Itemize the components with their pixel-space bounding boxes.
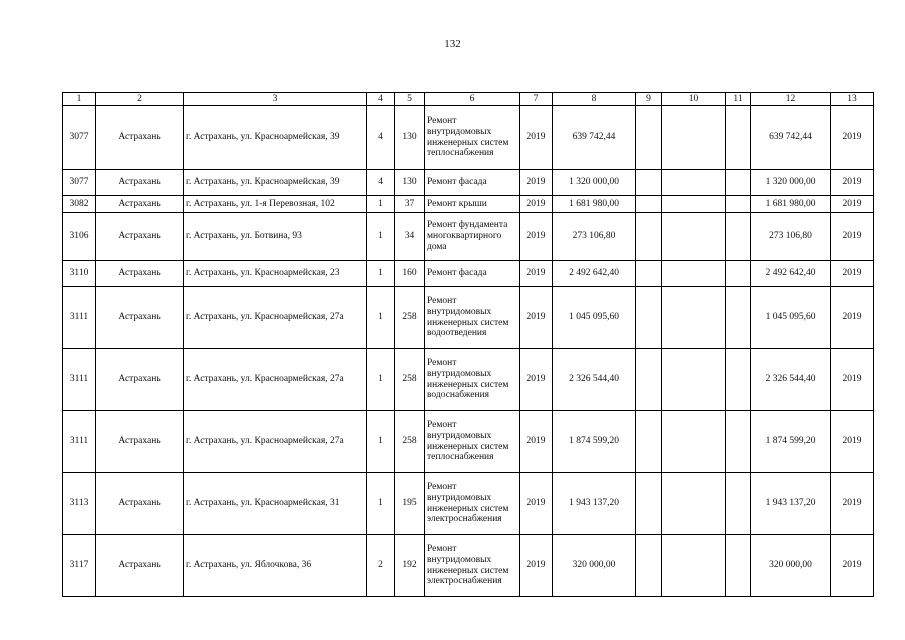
col10-cell xyxy=(662,106,726,170)
cost-cell: 1 045 095,60 xyxy=(553,287,636,349)
cost-cell: 639 742,44 xyxy=(553,106,636,170)
col4-cell: 1 xyxy=(367,287,395,349)
col5-cell: 34 xyxy=(395,213,425,261)
col9-cell xyxy=(636,349,662,411)
city-cell: Астрахань xyxy=(96,287,184,349)
year-cell: 2019 xyxy=(520,349,553,411)
work-type-cell: Ремонт внутридомовых инженерных систем водоотведения xyxy=(425,287,520,349)
col5-cell: 37 xyxy=(395,196,425,213)
cost-cell: 2 326 544,40 xyxy=(553,349,636,411)
address-cell: г. Астрахань, ул. Красноармейская, 27а xyxy=(184,349,367,411)
row-id-cell: 3082 xyxy=(63,196,96,213)
total-cell: 639 742,44 xyxy=(751,106,831,170)
col4-cell: 1 xyxy=(367,473,395,535)
col9-cell xyxy=(636,535,662,597)
table-row xyxy=(63,287,874,349)
year-cell: 2019 xyxy=(520,261,553,287)
page-number: 132 xyxy=(444,38,461,50)
header-row xyxy=(63,93,874,106)
col9-cell xyxy=(636,287,662,349)
year2-cell: 2019 xyxy=(831,213,874,261)
year-cell: 2019 xyxy=(520,106,553,170)
col4-cell: 4 xyxy=(367,170,395,196)
col-header-4: 4 xyxy=(367,93,395,106)
cost-cell: 1 874 599,20 xyxy=(553,411,636,473)
col5-cell: 192 xyxy=(395,535,425,597)
year-cell: 2019 xyxy=(520,196,553,213)
work-type-cell: Ремонт внутридомовых инженерных систем электроснабжения xyxy=(425,473,520,535)
table-row xyxy=(63,170,874,196)
city-cell: Астрахань xyxy=(96,535,184,597)
address-cell: г. Астрахань, ул. 1-я Перевозная, 102 xyxy=(184,196,367,213)
col-header-7: 7 xyxy=(520,93,553,106)
row-id-cell: 3077 xyxy=(63,106,96,170)
table-row xyxy=(63,261,874,287)
city-cell: Астрахань xyxy=(96,213,184,261)
cost-cell: 1 681 980,00 xyxy=(553,196,636,213)
address-cell: г. Астрахань, ул. Яблочкова, 36 xyxy=(184,535,367,597)
col-header-3: 3 xyxy=(184,93,367,106)
cost-cell: 2 492 642,40 xyxy=(553,261,636,287)
total-cell: 1 045 095,60 xyxy=(751,287,831,349)
city-cell: Астрахань xyxy=(96,411,184,473)
address-cell: г. Астрахань, ул. Красноармейская, 39 xyxy=(184,106,367,170)
col5-cell: 130 xyxy=(395,170,425,196)
city-cell: Астрахань xyxy=(96,196,184,213)
total-cell: 2 326 544,40 xyxy=(751,349,831,411)
col10-cell xyxy=(662,535,726,597)
col9-cell xyxy=(636,473,662,535)
total-cell: 320 000,00 xyxy=(751,535,831,597)
col11-cell xyxy=(726,213,751,261)
table-row xyxy=(63,213,874,261)
col9-cell xyxy=(636,106,662,170)
col11-cell xyxy=(726,473,751,535)
table-body xyxy=(63,106,874,597)
year2-cell: 2019 xyxy=(831,349,874,411)
year-cell: 2019 xyxy=(520,473,553,535)
col11-cell xyxy=(726,170,751,196)
address-cell: г. Астрахань, ул. Красноармейская, 39 xyxy=(184,170,367,196)
total-cell: 1 874 599,20 xyxy=(751,411,831,473)
col11-cell xyxy=(726,196,751,213)
total-cell: 2 492 642,40 xyxy=(751,261,831,287)
cost-cell: 273 106,80 xyxy=(553,213,636,261)
cost-cell: 1 943 137,20 xyxy=(553,473,636,535)
year-cell: 2019 xyxy=(520,287,553,349)
col11-cell xyxy=(726,349,751,411)
row-id-cell: 3111 xyxy=(63,287,96,349)
city-cell: Астрахань xyxy=(96,106,184,170)
table-row xyxy=(63,196,874,213)
address-cell: г. Астрахань, ул. Красноармейская, 31 xyxy=(184,473,367,535)
col-header-6: 6 xyxy=(425,93,520,106)
col-header-5: 5 xyxy=(395,93,425,106)
col9-cell xyxy=(636,411,662,473)
work-type-cell: Ремонт фасада xyxy=(425,261,520,287)
cost-cell: 320 000,00 xyxy=(553,535,636,597)
col-header-12: 12 xyxy=(751,93,831,106)
year2-cell: 2019 xyxy=(831,411,874,473)
year2-cell: 2019 xyxy=(831,106,874,170)
col-header-1: 1 xyxy=(63,93,96,106)
work-type-cell: Ремонт внутридомовых инженерных систем водоснабжения xyxy=(425,349,520,411)
cost-cell: 1 320 000,00 xyxy=(553,170,636,196)
total-cell: 1 681 980,00 xyxy=(751,196,831,213)
row-id-cell: 3077 xyxy=(63,170,96,196)
table-row xyxy=(63,106,874,170)
col4-cell: 2 xyxy=(367,535,395,597)
col4-cell: 1 xyxy=(367,261,395,287)
total-cell: 273 106,80 xyxy=(751,213,831,261)
col10-cell xyxy=(662,261,726,287)
address-cell: г. Астрахань, ул. Красноармейская, 23 xyxy=(184,261,367,287)
col10-cell xyxy=(662,287,726,349)
col9-cell xyxy=(636,261,662,287)
year-cell: 2019 xyxy=(520,170,553,196)
col5-cell: 258 xyxy=(395,411,425,473)
work-type-cell: Ремонт внутридомовых инженерных систем теплоснабжения xyxy=(425,411,520,473)
col10-cell xyxy=(662,473,726,535)
work-type-cell: Ремонт внутридомовых инженерных систем электроснабжения xyxy=(425,535,520,597)
year-cell: 2019 xyxy=(520,411,553,473)
year2-cell: 2019 xyxy=(831,287,874,349)
col11-cell xyxy=(726,411,751,473)
col5-cell: 258 xyxy=(395,287,425,349)
city-cell: Астрахань xyxy=(96,170,184,196)
total-cell: 1 320 000,00 xyxy=(751,170,831,196)
col10-cell xyxy=(662,411,726,473)
col5-cell: 258 xyxy=(395,349,425,411)
col-header-13: 13 xyxy=(831,93,874,106)
col5-cell: 195 xyxy=(395,473,425,535)
register-table xyxy=(62,92,874,597)
work-type-cell: Ремонт внутридомовых инженерных систем теплоснабжения xyxy=(425,106,520,170)
col11-cell xyxy=(726,287,751,349)
col-header-2: 2 xyxy=(96,93,184,106)
col10-cell xyxy=(662,349,726,411)
col9-cell xyxy=(636,170,662,196)
city-cell: Астрахань xyxy=(96,261,184,287)
row-id-cell: 3111 xyxy=(63,411,96,473)
col10-cell xyxy=(662,170,726,196)
col4-cell: 1 xyxy=(367,213,395,261)
address-cell: г. Астрахань, ул. Красноармейская, 27а xyxy=(184,287,367,349)
col-header-8: 8 xyxy=(553,93,636,106)
work-type-cell: Ремонт крыши xyxy=(425,196,520,213)
total-cell: 1 943 137,20 xyxy=(751,473,831,535)
table-row xyxy=(63,535,874,597)
row-id-cell: 3110 xyxy=(63,261,96,287)
address-cell: г. Астрахань, ул. Красноармейская, 27а xyxy=(184,411,367,473)
col-header-9: 9 xyxy=(636,93,662,106)
work-type-cell: Ремонт фундамента многоквартирного дома xyxy=(425,213,520,261)
col5-cell: 160 xyxy=(395,261,425,287)
table-row xyxy=(63,349,874,411)
year2-cell: 2019 xyxy=(831,261,874,287)
row-id-cell: 3106 xyxy=(63,213,96,261)
year2-cell: 2019 xyxy=(831,196,874,213)
col10-cell xyxy=(662,213,726,261)
col10-cell xyxy=(662,196,726,213)
year2-cell: 2019 xyxy=(831,535,874,597)
col4-cell: 1 xyxy=(367,349,395,411)
col4-cell: 1 xyxy=(367,411,395,473)
table-row xyxy=(63,411,874,473)
col11-cell xyxy=(726,261,751,287)
address-cell: г. Астрахань, ул. Ботвина, 93 xyxy=(184,213,367,261)
col9-cell xyxy=(636,213,662,261)
row-id-cell: 3113 xyxy=(63,473,96,535)
row-id-cell: 3117 xyxy=(63,535,96,597)
col11-cell xyxy=(726,106,751,170)
col-header-10: 10 xyxy=(662,93,726,106)
row-id-cell: 3111 xyxy=(63,349,96,411)
year-cell: 2019 xyxy=(520,213,553,261)
col4-cell: 1 xyxy=(367,196,395,213)
year-cell: 2019 xyxy=(520,535,553,597)
col5-cell: 130 xyxy=(395,106,425,170)
table-row xyxy=(63,473,874,535)
year2-cell: 2019 xyxy=(831,170,874,196)
col11-cell xyxy=(726,535,751,597)
col4-cell: 4 xyxy=(367,106,395,170)
city-cell: Астрахань xyxy=(96,349,184,411)
col9-cell xyxy=(636,196,662,213)
city-cell: Астрахань xyxy=(96,473,184,535)
work-type-cell: Ремонт фасада xyxy=(425,170,520,196)
year2-cell: 2019 xyxy=(831,473,874,535)
col-header-11: 11 xyxy=(726,93,751,106)
